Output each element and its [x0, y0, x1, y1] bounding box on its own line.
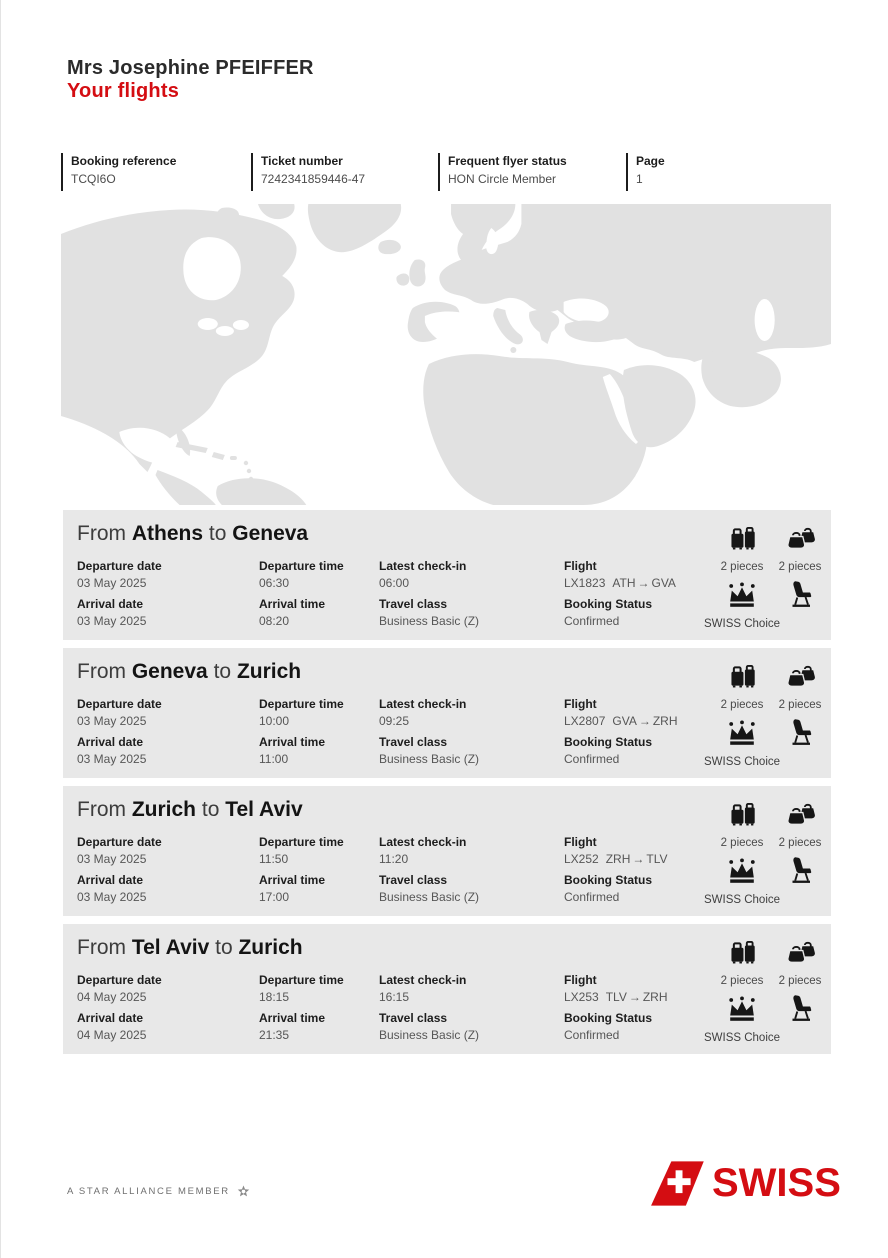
checked-baggage-count: 2 pieces	[720, 837, 764, 849]
to-word: to	[201, 798, 220, 821]
to-word: to	[213, 660, 232, 683]
departure-time-label: Departure time	[259, 697, 344, 711]
origin-city: Athens	[131, 522, 204, 545]
departure-date-label: Departure date	[77, 835, 162, 849]
origin-city: Geneva	[131, 660, 208, 683]
departure-time-value: 11:50	[259, 852, 289, 866]
origin-city: Tel Aviv	[131, 936, 210, 959]
frequent-flyer-block	[438, 153, 626, 191]
passenger-name: Mrs Josephine PFEIFFER	[67, 57, 314, 79]
route-headline	[77, 660, 301, 684]
flight-label: Flight	[564, 835, 597, 849]
travel-class-label: Travel class	[379, 873, 448, 887]
checked-baggage-count: 2 pieces	[720, 561, 764, 573]
arrival-time-label: Arrival time	[259, 1011, 326, 1025]
arrival-time-cell	[259, 735, 325, 766]
destination-city: Geneva	[232, 522, 309, 545]
booking-reference-value: TCQI6O	[71, 172, 116, 186]
flight-cell	[564, 835, 668, 866]
travel-class-cell	[379, 873, 479, 904]
latest-checkin-value: 09:25	[379, 714, 410, 728]
seat-reservation-icon	[775, 856, 827, 889]
checked-baggage-icon	[716, 665, 768, 694]
departure-date-cell	[77, 559, 162, 590]
booking-reference-block	[61, 153, 251, 191]
booking-info-row	[61, 153, 716, 191]
latest-checkin-value: 06:00	[379, 576, 410, 590]
route-destination-code: ZRH	[642, 990, 668, 1004]
flight-card-geneva-zurich	[63, 648, 831, 778]
booking-status-cell	[564, 873, 652, 904]
from-word: From	[77, 936, 126, 959]
swiss-choice-crown-icon	[716, 996, 768, 1028]
departure-date-value: 03 May 2025	[77, 714, 147, 728]
departure-time-value: 18:15	[259, 990, 290, 1004]
hand-baggage-icon	[774, 664, 826, 694]
swiss-choice-label: SWISS Choice	[703, 756, 781, 768]
latest-checkin-value: 16:15	[379, 990, 410, 1004]
swiss-airline-logo	[651, 1160, 841, 1206]
route-headline	[77, 522, 308, 546]
departure-time-cell	[259, 559, 344, 590]
swiss-choice-crown-icon	[716, 858, 768, 890]
hand-baggage-count: 2 pieces	[778, 699, 822, 711]
hand-baggage-count: 2 pieces	[778, 975, 822, 987]
booking-status-value: Confirmed	[564, 752, 620, 766]
route-arrow-icon: →	[632, 852, 645, 866]
flight-label: Flight	[564, 973, 597, 987]
ticket-number-block	[251, 153, 438, 191]
flight-cell	[564, 697, 678, 728]
travel-class-label: Travel class	[379, 735, 448, 749]
swiss-choice-crown-icon	[716, 720, 768, 752]
departure-date-label: Departure date	[77, 973, 162, 987]
arrival-time-cell	[259, 1011, 325, 1042]
arrival-time-value: 11:00	[259, 752, 289, 766]
arrival-time-cell	[259, 873, 325, 904]
page-title: Your flights	[67, 80, 180, 102]
flight-card-telaviv-zurich	[63, 924, 831, 1054]
latest-checkin-label: Latest check-in	[379, 697, 467, 711]
destination-city: Zurich	[238, 936, 303, 959]
travel-class-value: Business Basic (Z)	[379, 1028, 480, 1042]
travel-class-label: Travel class	[379, 597, 448, 611]
swiss-tailfin-cross-icon	[651, 1161, 705, 1206]
departure-time-label: Departure time	[259, 973, 344, 987]
hand-baggage-count: 2 pieces	[778, 837, 822, 849]
checked-baggage-count: 2 pieces	[720, 699, 764, 711]
arrival-date-label: Arrival date	[77, 735, 144, 749]
route-origin-code: GVA	[612, 714, 637, 728]
arrival-date-cell	[77, 1011, 146, 1042]
booking-reference-label: Booking reference	[71, 154, 177, 168]
star-alliance-star-icon	[236, 1184, 251, 1199]
route-destination-code: ZRH	[652, 714, 678, 728]
departure-time-cell	[259, 973, 344, 1004]
arrival-time-label: Arrival time	[259, 597, 326, 611]
departure-time-value: 06:30	[259, 576, 290, 590]
departure-date-label: Departure date	[77, 559, 162, 573]
destination-city: Tel Aviv	[225, 798, 303, 821]
booking-status-label: Booking Status	[564, 735, 653, 749]
star-alliance-member-mark	[67, 1184, 251, 1199]
route-origin-code: ZRH	[605, 852, 631, 866]
flight-number: LX1823	[564, 576, 606, 590]
route-headline	[77, 936, 303, 960]
arrival-time-value: 08:20	[259, 614, 290, 628]
flight-cell	[564, 973, 668, 1004]
departure-time-value: 10:00	[259, 714, 290, 728]
departure-date-value: 03 May 2025	[77, 852, 147, 866]
arrival-date-value: 03 May 2025	[77, 614, 147, 628]
arrival-date-cell	[77, 873, 146, 904]
ticket-number-value: 7242341859446-47	[261, 172, 366, 186]
world-map	[61, 204, 831, 505]
departure-time-cell	[259, 835, 344, 866]
swiss-choice-label: SWISS Choice	[703, 618, 781, 630]
swiss-choice-label: SWISS Choice	[703, 1032, 781, 1044]
arrival-date-label: Arrival date	[77, 873, 144, 887]
arrival-time-label: Arrival time	[259, 873, 326, 887]
departure-date-value: 03 May 2025	[77, 576, 147, 590]
destination-city: Zurich	[236, 660, 302, 683]
page-number-label: Page	[636, 154, 665, 168]
checked-baggage-icon	[716, 941, 768, 970]
hand-baggage-icon	[774, 940, 826, 970]
booking-status-value: Confirmed	[564, 890, 620, 904]
origin-city: Zurich	[131, 798, 197, 821]
from-word: From	[77, 798, 126, 821]
route-arrow-icon: →	[637, 576, 650, 590]
seat-reservation-icon	[775, 994, 827, 1027]
from-word: From	[77, 660, 126, 683]
travel-class-label: Travel class	[379, 1011, 448, 1025]
travel-class-value: Business Basic (Z)	[379, 614, 480, 628]
booking-status-label: Booking Status	[564, 597, 653, 611]
document-header	[67, 57, 314, 103]
latest-checkin-label: Latest check-in	[379, 835, 467, 849]
booking-status-label: Booking Status	[564, 873, 653, 887]
latest-checkin-cell	[379, 835, 466, 866]
route-destination-code: GVA	[651, 576, 676, 590]
checked-baggage-icon	[716, 803, 768, 832]
departure-time-cell	[259, 697, 344, 728]
flight-number: LX253	[564, 990, 599, 1004]
checked-baggage-count: 2 pieces	[720, 975, 764, 987]
arrival-date-label: Arrival date	[77, 597, 144, 611]
route-arrow-icon: →	[628, 990, 641, 1004]
route-arrow-icon: →	[638, 714, 651, 728]
departure-date-cell	[77, 973, 162, 1004]
route-headline	[77, 798, 303, 822]
latest-checkin-label: Latest check-in	[379, 559, 467, 573]
latest-checkin-cell	[379, 973, 466, 1004]
to-word: to	[208, 522, 227, 545]
departure-date-value: 04 May 2025	[77, 990, 147, 1004]
travel-class-cell	[379, 735, 479, 766]
departure-date-label: Departure date	[77, 697, 162, 711]
route-origin-code: ATH	[612, 576, 636, 590]
arrival-time-cell	[259, 597, 325, 628]
latest-checkin-cell	[379, 559, 466, 590]
arrival-time-value: 21:35	[259, 1028, 290, 1042]
hand-baggage-icon	[774, 802, 826, 832]
flight-card-zurich-telaviv	[63, 786, 831, 916]
from-word: From	[77, 522, 126, 545]
seat-reservation-icon	[775, 580, 827, 613]
departure-time-label: Departure time	[259, 559, 344, 573]
latest-checkin-cell	[379, 697, 466, 728]
flight-number: LX252	[564, 852, 599, 866]
page-number-value: 1	[636, 172, 643, 186]
travel-class-value: Business Basic (Z)	[379, 752, 480, 766]
departure-date-cell	[77, 697, 162, 728]
booking-status-cell	[564, 735, 652, 766]
ticket-number-label: Ticket number	[261, 154, 343, 168]
flight-label: Flight	[564, 559, 597, 573]
flight-number: LX2807	[564, 714, 606, 728]
flight-card-athens-geneva	[63, 510, 831, 640]
swiss-choice-crown-icon	[716, 582, 768, 614]
booking-status-cell	[564, 1011, 652, 1042]
booking-status-label: Booking Status	[564, 1011, 653, 1025]
arrival-date-value: 03 May 2025	[77, 752, 147, 766]
travel-class-value: Business Basic (Z)	[379, 890, 480, 904]
departure-time-label: Departure time	[259, 835, 344, 849]
to-word: to	[215, 936, 233, 959]
travel-class-cell	[379, 1011, 479, 1042]
swiss-choice-label: SWISS Choice	[703, 894, 781, 906]
flight-value	[564, 852, 668, 866]
checked-baggage-icon	[716, 527, 768, 556]
route-destination-code: TLV	[646, 852, 668, 866]
flight-label: Flight	[564, 697, 597, 711]
booking-status-value: Confirmed	[564, 1028, 620, 1042]
frequent-flyer-value: HON Circle Member	[448, 172, 557, 186]
frequent-flyer-label: Frequent flyer status	[448, 154, 567, 168]
arrival-time-label: Arrival time	[259, 735, 326, 749]
booking-status-value: Confirmed	[564, 614, 620, 628]
seat-reservation-icon	[775, 718, 827, 751]
page-number-block	[626, 153, 716, 191]
departure-date-cell	[77, 835, 162, 866]
flight-value	[564, 990, 668, 1004]
hand-baggage-icon	[774, 526, 826, 556]
latest-checkin-label: Latest check-in	[379, 973, 467, 987]
arrival-date-value: 03 May 2025	[77, 890, 147, 904]
travel-class-cell	[379, 597, 479, 628]
route-origin-code: TLV	[605, 990, 627, 1004]
arrival-time-value: 17:00	[259, 890, 290, 904]
arrival-date-value: 04 May 2025	[77, 1028, 147, 1042]
flight-value	[564, 576, 676, 590]
flight-cell	[564, 559, 676, 590]
star-alliance-text: A STAR ALLIANCE MEMBER	[67, 1186, 230, 1197]
arrival-date-cell	[77, 735, 146, 766]
arrival-date-cell	[77, 597, 146, 628]
world-map-graphic	[61, 204, 831, 505]
booking-status-cell	[564, 597, 652, 628]
hand-baggage-count: 2 pieces	[778, 561, 822, 573]
arrival-date-label: Arrival date	[77, 1011, 144, 1025]
swiss-wordmark: SWISS	[712, 1161, 841, 1205]
flight-value	[564, 714, 678, 728]
latest-checkin-value: 11:20	[379, 852, 409, 866]
